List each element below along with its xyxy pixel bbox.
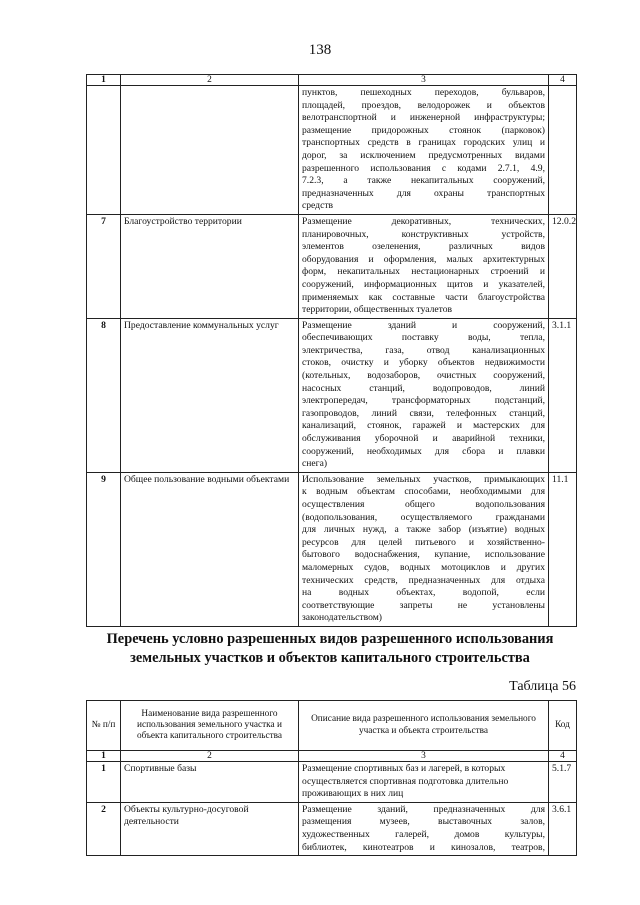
row-code: 3.1.1 bbox=[549, 318, 577, 472]
table-row bbox=[87, 318, 577, 472]
row-use-name: Объекты культурно-досуговой деятельности bbox=[121, 802, 299, 855]
section-title: Перечень условно разрешенных видов разрешенного использования земельных участков и объектов капитального строительства bbox=[106, 631, 554, 666]
table-row bbox=[87, 214, 577, 318]
permitted-use-table-continued bbox=[86, 74, 577, 627]
row-description: пунктов, пешеходных переходов, бульваров, площадей, проездов, велодорожек и объектов велотранспортной и инженерной инфраструктуры; размещение придорожных стоянок (парковок) транспортных средств в границах городских улиц и дорог, за исключением предусмотренных видами разрешенного использования с кодами 2.7.1, 4.9, 7.2.3, а также некапитальных сооружений, предназначенных для охраны транспортных средств bbox=[299, 86, 549, 215]
row-description: Размещение декоративных, технических, планировочных, конструктивных устройств, элементов озеленения, различных видов оборудования и оформления, малых архитектурных форм, некапитальных нестационарных строений и сооружений, информационных щитов и указателей, применяемых как составные части благоустройства территории, общественных туалетов bbox=[299, 214, 549, 318]
row-number: 9 bbox=[87, 472, 121, 626]
table-row bbox=[87, 86, 577, 215]
row-code: 5.1.7 bbox=[549, 762, 577, 803]
row-description: Использование земельных участков, примыкающих к водным объектам способами, необходимыми для осуществления общего водопользования (водопользования, осуществляемого гражданами для личных нужд, а также забор (изъятие) водных ресурсов для целей питьевого и хозяйственно- бытового водоснабжения, купание, использование маломерных судов, водных мотоциклов и других технических средств, предназначенных для отдыха на водных объектах, водопой, если соответствующие запреты не установлены законодательством) bbox=[299, 472, 549, 626]
row-code: 3.6.1 bbox=[549, 802, 577, 855]
col-index-2: 2 bbox=[121, 75, 299, 86]
header-name: Наименование вида разрешенного использования земельного участка и объекта капитального строительства bbox=[121, 701, 299, 751]
table-row bbox=[87, 802, 577, 855]
row-code: 12.0.2 bbox=[549, 214, 577, 318]
row-number: 1 bbox=[87, 762, 121, 803]
header-num: № п/п bbox=[87, 701, 121, 751]
row-use-name: Спортивные базы bbox=[121, 762, 299, 803]
col-index-3: 3 bbox=[299, 751, 549, 762]
table-row bbox=[87, 762, 577, 803]
col-index-4: 4 bbox=[549, 75, 577, 86]
row-use-name: Предоставление коммунальных услуг bbox=[121, 318, 299, 472]
row-number: 2 bbox=[87, 802, 121, 855]
col-index-4: 4 bbox=[549, 751, 577, 762]
column-index-row bbox=[87, 751, 577, 762]
table-row bbox=[87, 472, 577, 626]
table-header-row bbox=[87, 701, 577, 751]
row-use-name: Благоустройство территории bbox=[121, 214, 299, 318]
conditional-use-table bbox=[86, 700, 577, 856]
col-index-1: 1 bbox=[87, 75, 121, 86]
row-code: 11.1 bbox=[549, 472, 577, 626]
column-index-row bbox=[87, 75, 577, 86]
col-index-3: 3 bbox=[299, 75, 549, 86]
row-number: 8 bbox=[87, 318, 121, 472]
page-number: 138 bbox=[308, 42, 332, 58]
table-caption: Таблица 56 bbox=[509, 679, 576, 694]
row-number: 7 bbox=[87, 214, 121, 318]
col-index-1: 1 bbox=[87, 751, 121, 762]
row-description: Размещение спортивных баз и лагерей, в которых осуществляется спортивная подготовка длительно проживающих в них лиц bbox=[299, 762, 549, 803]
header-code: Код bbox=[549, 701, 577, 751]
row-description: Размещение зданий, предназначенных для размещения музеев, выставочных залов, художественных галерей, домов культуры, библиотек, кинотеатров и кинозалов, театров, bbox=[299, 802, 549, 855]
row-use-name: Общее пользование водными объектами bbox=[121, 472, 299, 626]
header-description: Описание вида разрешенного использования земельного участка и объекта строительства bbox=[299, 701, 549, 751]
row-description: Размещение зданий и сооружений, обеспечивающих поставку воды, тепла, электричества, газа, отвод канализационных стоков, очистку и уборку объектов недвижимости (котельных, водозаборов, очистных сооружений, насосных станций, водопроводов, линий электропередач, трансформаторных подстанций, газопроводов, линий связи, телефонных станций, канализаций, стоянок, гаражей и мастерских для обслуживания уборочной и аварийной техники, сооружений, необходимых для сбора и плавки снега) bbox=[299, 318, 549, 472]
col-index-2: 2 bbox=[121, 751, 299, 762]
